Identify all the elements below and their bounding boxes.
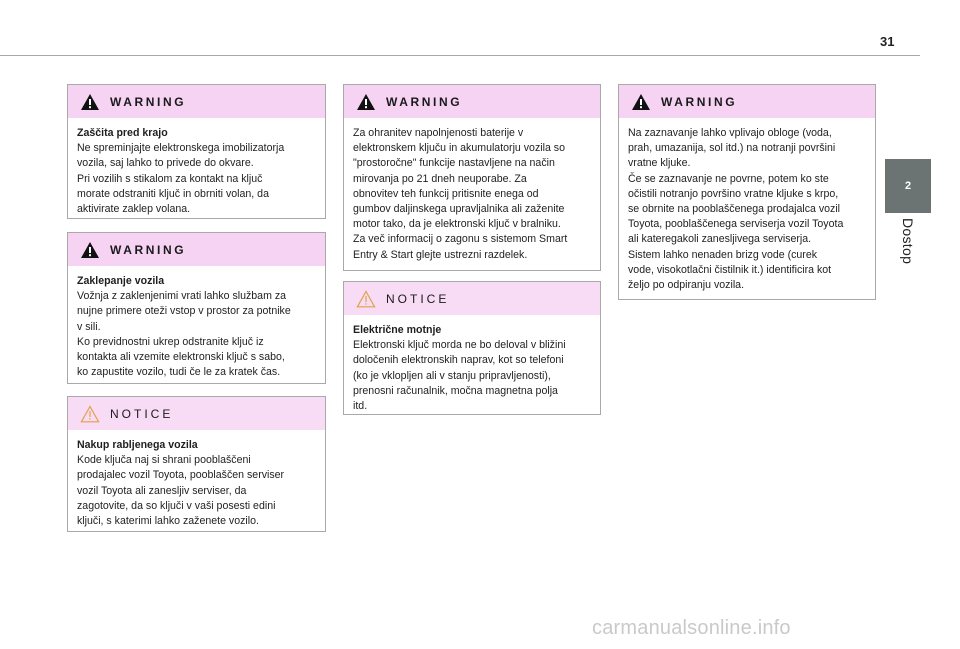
box-body — [344, 315, 600, 422]
box-title: Zaščita pred krajo — [77, 127, 168, 139]
box-title: Nakup rabljenega vozila — [77, 439, 198, 451]
warning-box-battery — [343, 84, 601, 271]
box-label: WARNING — [110, 94, 187, 109]
notice-triangle-icon — [80, 405, 100, 423]
warning-triangle-icon — [631, 93, 651, 111]
box-body — [68, 266, 325, 388]
box-text-line: elektronskem ključu in akumulatorju vozila so — [353, 142, 565, 155]
box-text-line: vode, visokotlačni čistilnik it.) identificira kot — [628, 263, 832, 276]
warning-header — [619, 85, 875, 118]
warning-triangle-icon — [80, 241, 100, 259]
box-label: WARNING — [661, 94, 738, 109]
notice-header — [344, 282, 600, 315]
top-divider — [0, 55, 920, 56]
box-text-line: ali kateregakoli zanesljivega serviserja. — [628, 233, 812, 246]
watermark: carmanualsonline.info — [592, 617, 791, 639]
box-text-line: očistili notranjo površino vratne kljuke s krpo, — [628, 187, 839, 200]
warning-box-theft-protection — [67, 84, 326, 219]
box-text-line: se obrnite na pooblaščenega prodajalca vozil — [628, 203, 841, 216]
chapter-label — [890, 218, 926, 298]
box-text-line: "prostoročne" funkcije nastavljene na način — [353, 157, 555, 170]
box-label: WARNING — [386, 94, 463, 109]
box-text-line: Če se zaznavanje ne povrne, potem ko ste — [628, 172, 829, 185]
box-text-line: prenosni računalnik, močna magnetna polja — [353, 384, 558, 397]
box-body — [344, 118, 600, 271]
box-text-line: Ko previdnostni ukrep odstranite ključ iz — [77, 335, 264, 348]
box-text-line: prah, umazanija, sol itd.) na notranji površini — [628, 142, 836, 155]
notice-box-used-vehicle — [67, 396, 326, 532]
warning-box-locking-vehicle — [67, 232, 326, 384]
box-text-line: v sili. — [77, 320, 101, 333]
box-text-line: (ko je vklopljen ali v stanju pripravljenosti), — [353, 369, 551, 382]
warning-header — [68, 233, 325, 266]
box-text-line: prodajalec vozil Toyota, pooblaščen serviser — [77, 469, 285, 482]
box-title: Zaklepanje vozila — [77, 275, 165, 287]
notice-triangle-icon — [356, 290, 376, 308]
box-text-line: morate odstraniti ključ in obrniti volan, da — [77, 187, 269, 200]
box-text-line: ko zapustite vozilo, tudi če le za kratek čas. — [77, 366, 281, 379]
box-text-line: Toyota, pooblaščenega serviserja vozil Toyota — [628, 218, 844, 231]
box-body — [68, 118, 325, 225]
chapter-label-text: Dostop — [900, 218, 916, 265]
box-text-line: Entry & Start glejte ustrezni razdelek. — [353, 248, 528, 261]
box-label: NOTICE — [386, 291, 450, 306]
box-label: WARNING — [110, 242, 187, 257]
chapter-tab[interactable] — [885, 159, 931, 213]
box-label: NOTICE — [110, 406, 174, 421]
box-text-line: določenih elektronskih naprav, kot so telefoni — [353, 354, 564, 367]
notice-header — [68, 397, 325, 430]
box-text-line: aktivirate zaklep volana. — [77, 203, 191, 216]
box-text-line: nujne primere oteži vstop v prostor za potnike — [77, 305, 291, 318]
warning-header — [68, 85, 325, 118]
box-text-line: Na zaznavanje lahko vplivajo obloge (voda, — [628, 127, 832, 139]
box-text-line: itd. — [353, 400, 368, 413]
warning-triangle-icon — [356, 93, 376, 111]
box-text-line: Elektronski ključ morda ne bo deloval v bližini — [353, 339, 566, 352]
warning-header — [344, 85, 600, 118]
box-text-line: zagotovite, da so ključi v vaši posesti edini — [77, 499, 276, 512]
box-text-line: vratne kljuke. — [628, 157, 691, 170]
warning-box-door-handle — [618, 84, 876, 300]
box-text-line: obnovitev teh funkcij pritisnite enega od — [353, 187, 539, 200]
box-text-line: željo po odpiranju vozila. — [628, 279, 745, 292]
box-text-line: Kode ključa naj si shrani pooblaščeni — [77, 454, 251, 467]
box-text-line: gumbov daljinskega upravljalnika ali zaženite — [353, 203, 565, 216]
box-text-line: Vožnja z zaklenjenimi vrati lahko službam za — [77, 290, 287, 303]
box-text-line: Pri vozilih s stikalom za kontakt na ključ — [77, 172, 263, 185]
warning-triangle-icon — [80, 93, 100, 111]
box-text-line: kontakta ali vzemite elektronski ključ s sabo, — [77, 351, 285, 364]
box-text-line: ključi, s katerimi lahko zaženete vozilo. — [77, 515, 259, 528]
box-text-line: Ne spreminjajte elektronskega imobilizatorja — [77, 142, 285, 155]
box-text-line: vozil Toyota ali zanesljiv serviser, da — [77, 484, 247, 497]
chapter-number: 2 — [904, 180, 912, 192]
box-text-line: Za več informacij o zagonu s sistemom Smart — [353, 233, 568, 246]
box-text-line: vozila, saj lahko to privede do okvare. — [77, 157, 254, 170]
box-text-line: Sistem lahko nenaden brizg vode (curek — [628, 248, 818, 261]
page-number: 31 — [880, 34, 895, 49]
box-title: Električne motnje — [353, 324, 442, 336]
box-text-line: Za ohranitev napolnjenosti baterije v — [353, 127, 524, 139]
box-text-line: mirovanja po 21 dneh neuporabe. Za — [353, 172, 527, 185]
box-body — [619, 118, 875, 301]
notice-box-electrical-interference — [343, 281, 601, 415]
box-text-line: motor tako, da je elektronski ključ v bralniku. — [353, 218, 561, 231]
box-body — [68, 430, 325, 537]
